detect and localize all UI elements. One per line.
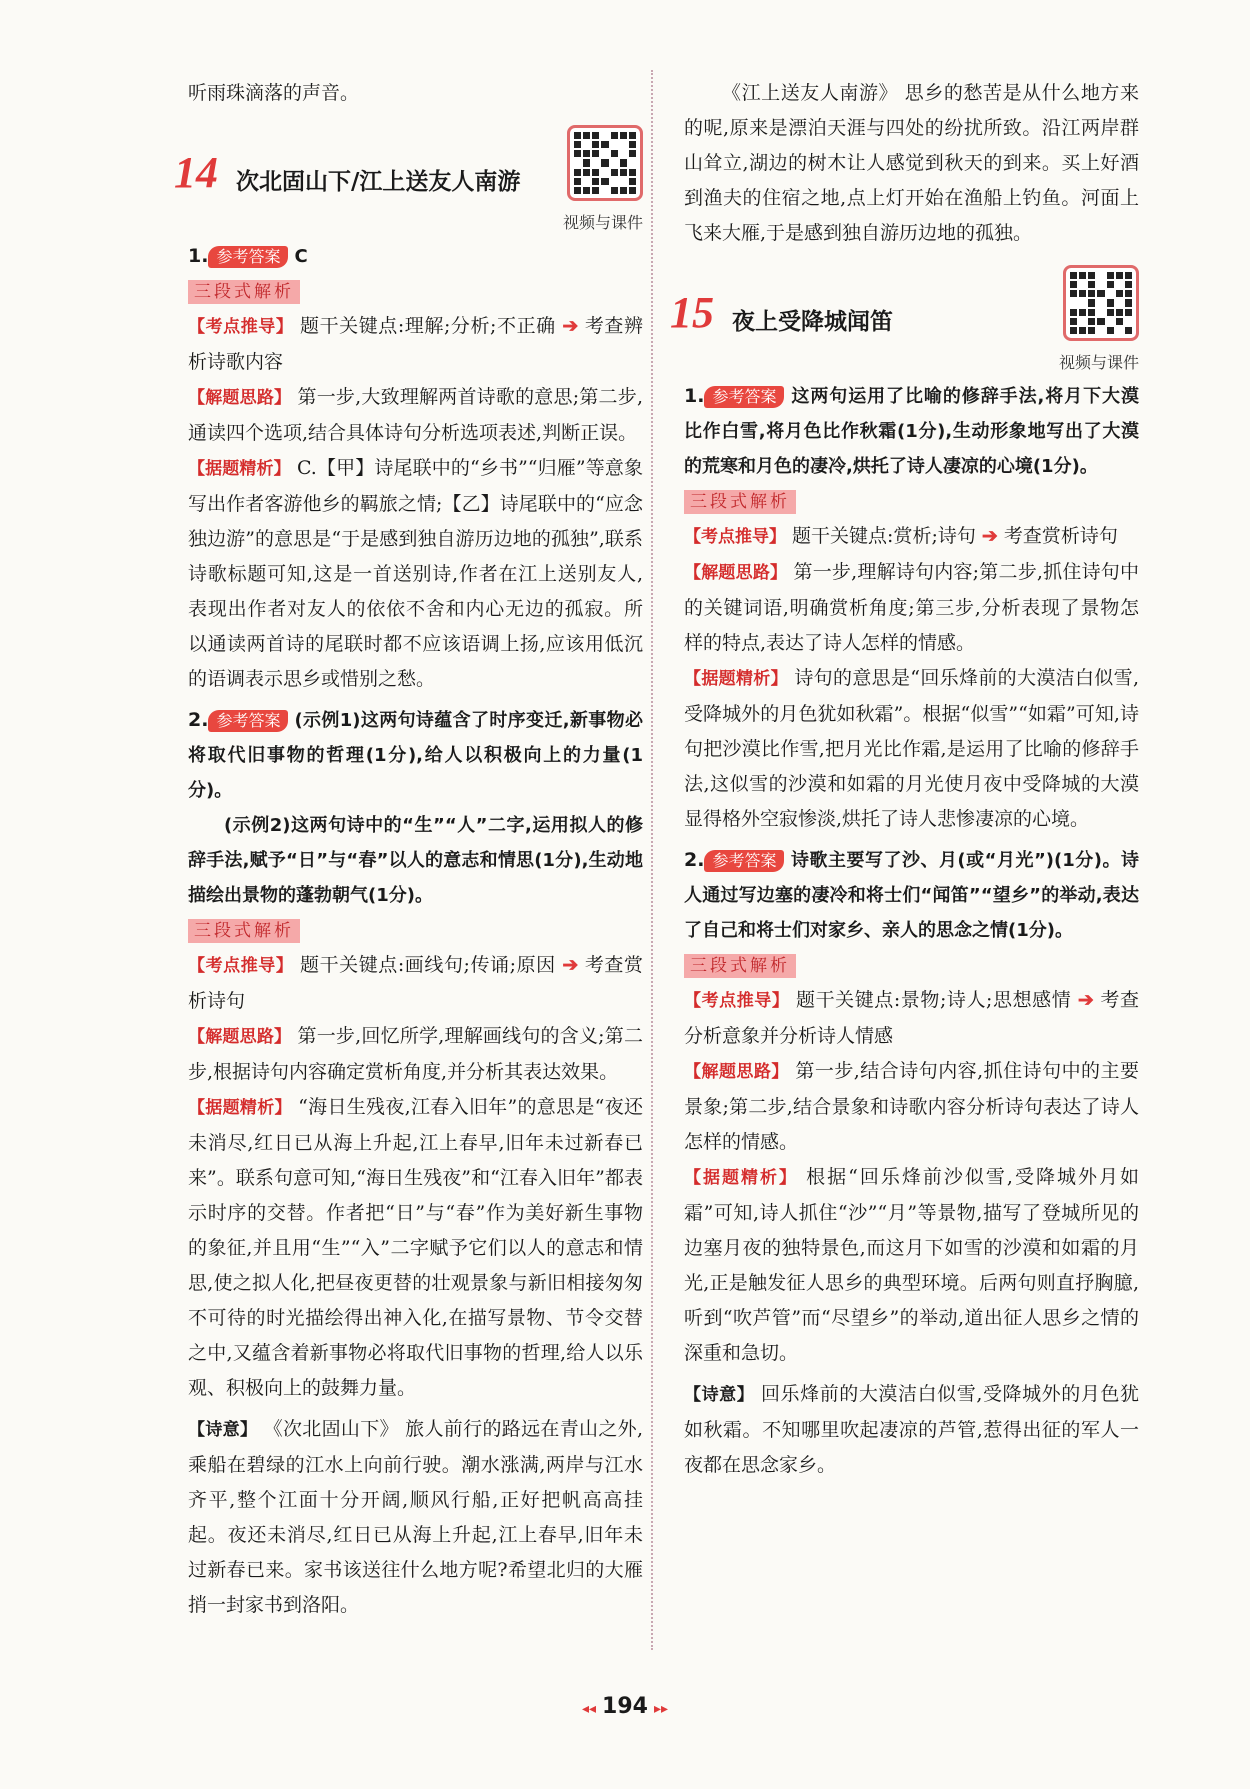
right-column [670, 76, 1140, 1483]
kaodian-label: 【考点推导】 [684, 991, 790, 1011]
question-1 [684, 379, 1139, 837]
jingxi-text: C.【甲】诗尾联中的“乡书”“归雁”等意象写出作者客游他乡的羁旅之情;【乙】诗尾联中的“应念独边游”的意思是“于是感到独自游历边地的孤独”,联系诗歌标题可知,这是一首送别诗,作者在江上送别友人,表现出作者对友人的依依不舍和内心无边的孤寂。所以通读两首诗的尾联时都不应该语调上扬,应该用低沉的语调表示思乡或惜别之愁。 [188, 457, 643, 690]
analysis-tag: 三段式解析 [684, 490, 796, 514]
jingxi-label: 【据题精析】 [188, 1098, 292, 1118]
silu-label: 【解题思路】 [188, 1027, 292, 1047]
kaodian-tail: 考查赏析诗句 [1003, 525, 1118, 547]
kaodian-text: 题干关键点:理解;分析;不正确 [300, 315, 556, 337]
answer-tag: 参考答案 [208, 246, 288, 268]
silu-label: 【解题思路】 [684, 1062, 789, 1082]
kaodian-text: 题干关键点:景物;诗人;思想感情 [796, 989, 1072, 1011]
kaodian-text: 题干关键点:赏析;诗句 [792, 525, 976, 547]
jingxi-text: 诗句的意思是“回乐烽前的大漠洁白似雪,受降城外的月色犹如秋霜”。根据“似雪”“如霜”可知,诗句把沙漠比作雪,把月光比作霜,是运用了比喻的修辞手法,这似雪的沙漠和如霜的月光使月夜中受降城的大漠显得格外空寂惨淡,烘托了诗人悲惨凄凉的心境。 [684, 667, 1139, 830]
answer-text: C [294, 246, 308, 267]
section-number: 15 [670, 288, 714, 337]
analysis-tag: 三段式解析 [188, 280, 300, 304]
section-title: 次北固山下/江上送友人南游 [236, 169, 521, 195]
kaodian-tail: 考查辨析诗歌内容 [188, 315, 643, 373]
section-header [670, 265, 1139, 373]
kaodian-label: 【考点推导】 [188, 956, 294, 976]
answer-tag: 参考答案 [208, 710, 288, 732]
question-1 [188, 239, 643, 697]
question-2 [684, 843, 1139, 1371]
right-chevron-icon: ▸▸ [653, 1701, 669, 1717]
kaodian-label: 【考点推导】 [188, 317, 294, 337]
jingxi-text: “海日生残夜,江春入旧年”的意思是“夜还未消尽,红日已从海上升起,江上春早,旧年未过新春已来”。联系句意可知,“海日生残夜”和“江春入旧年”都表示时序的交替。作者把“日”与“春”作为美好新生事物的象征,并且用“生”“入”二字赋予它们以人的意志和情思,使之拟人化,把昼夜更替的壮观景象与新旧相接匆匆不可待的时光描绘得出神入化,在描写景物、节令交替之中,又蕴含着新事物必将取代旧事物的哲理,给人以乐观、积极向上的鼓舞力量。 [188, 1096, 643, 1399]
answer-text-2: (示例2)这两句诗中的“生”“人”二字,运用拟人的修辞手法,赋予“日”与“春”以人的意志和情思(1分),生动地描绘出景物的蓬勃朝气(1分)。 [188, 815, 643, 906]
kaodian-text: 题干关键点:画线句;传诵;原因 [300, 954, 556, 976]
page-number [0, 1694, 1250, 1719]
silu-label: 【解题思路】 [188, 388, 292, 408]
left-chevron-icon: ◂◂ [581, 1701, 597, 1717]
section-number: 14 [174, 148, 218, 197]
section-header [174, 125, 643, 233]
question-number: 1. [188, 245, 209, 267]
silu-label: 【解题思路】 [684, 563, 788, 583]
qr-code-icon[interactable] [1063, 265, 1139, 341]
shiyi-label: 【诗意】 [684, 1385, 755, 1405]
section-title: 夜上受降城闻笛 [732, 309, 893, 335]
analysis-tag: 三段式解析 [188, 919, 300, 943]
column-divider [651, 70, 653, 1650]
answer-text-1: (示例1)这两句诗蕴含了时序变迁,新事物必将取代旧事物的哲理(1分),给人以积极向上的力量(1分)。 [188, 710, 643, 801]
question-number: 1. [684, 385, 705, 407]
kaodian-tail: 考查分析意象并分析诗人情感 [684, 989, 1139, 1047]
jingxi-text: 根据“回乐烽前沙似雪,受降城外月如霜”可知,诗人抓住“沙”“月”等景物,描写了登城所见的边塞月夜的独特景色,而这月下如雪的沙漠和如霜的月光,正是触发征人思乡的典型环境。后两句则直抒胸臆,听到“吹芦管”而“尽望乡”的举动,道出征人思乡之情的深重和急切。 [684, 1166, 1140, 1364]
kaodian-label: 【考点推导】 [684, 527, 786, 547]
shiyi-text: 《次北固山下》 旅人前行的路远在青山之外,乘船在碧绿的江水上向前行驶。潮水涨满,两岸与江水齐平,整个江面十分开阔,顺风行船,正好把帆高高挂起。夜还未消尽,红日已从海上升起,江上春早,旧年未过新春已来。家书该送往什么地方呢?希望北归的大雁捎一封家书到洛阳。 [188, 1418, 643, 1616]
answer-tag: 参考答案 [704, 386, 784, 408]
intro-text: 听雨珠滴落的声音。 [188, 82, 360, 104]
jingxi-label: 【据题精析】 [684, 669, 788, 689]
arrow-icon: ➔ [1077, 989, 1094, 1011]
question-2 [188, 703, 643, 1406]
analysis-tag: 三段式解析 [684, 954, 796, 978]
arrow-icon: ➔ [562, 954, 579, 976]
question-number: 2. [684, 849, 705, 871]
jingxi-label: 【据题精析】 [188, 459, 291, 479]
intro-text: 《江上送友人南游》 思乡的愁苦是从什么地方来的呢,原来是漂泊天涯与四处的纷扰所致。沿江两岸群山耸立,湖边的树木让人感觉到秋天的到来。买上好酒到渔夫的住宿之地,点上灯开始在渔船上钓鱼。河面上飞来大雁,于是感到独自游历边地的孤独。 [684, 82, 1139, 244]
silu-text: 第一步,结合诗句内容,抓住诗句中的主要景象;第二步,结合景象和诗歌内容分析诗句表达了诗人怎样的情感。 [684, 1060, 1139, 1153]
silu-text: 第一步,理解诗句内容;第二步,抓住诗句中的关键词语,明确赏析角度;第三步,分析表现了景物怎样的特点,表达了诗人怎样的情感。 [684, 561, 1139, 654]
jingxi-label: 【据题精析】 [684, 1168, 799, 1188]
answer-text: 诗歌主要写了沙、月(或“月光”)(1分)。诗人通过写边塞的凄冷和将士们“闻笛”“望乡”的举动,表达了自己和将士们对家乡、亲人的思念之情(1分)。 [684, 850, 1139, 941]
question-number: 2. [188, 709, 209, 731]
shiyi-label: 【诗意】 [188, 1420, 258, 1440]
silu-text: 第一步,大致理解两首诗歌的意思;第二步,通读四个选项,结合具体诗句分析选项表述,判断正误。 [188, 386, 643, 444]
qr-label[interactable]: 视频与课件 [1058, 353, 1139, 372]
page-number-text: 194 [602, 1694, 648, 1719]
answer-tag: 参考答案 [704, 850, 784, 872]
silu-text: 第一步,回忆所学,理解画线句的含义;第二步,根据诗句内容确定赏析角度,并分析其表达效果。 [188, 1025, 643, 1083]
qr-label[interactable]: 视频与课件 [562, 213, 643, 232]
arrow-icon: ➔ [981, 525, 998, 547]
kaodian-tail: 考查赏析诗句 [188, 954, 643, 1012]
left-column [174, 76, 643, 1623]
answer-text: 这两句运用了比喻的修辞手法,将月下大漠比作白雪,将月色比作秋霜(1分),生动形象地写出了大漠的荒寒和月色的凄冷,烘托了诗人凄凉的心境(1分)。 [684, 386, 1139, 477]
arrow-icon: ➔ [562, 315, 579, 337]
shiyi-text: 回乐烽前的大漠洁白似雪,受降城外的月色犹如秋霜。不知哪里吹起凄凉的芦管,惹得出征的军人一夜都在思念家乡。 [684, 1383, 1140, 1476]
qr-code-icon[interactable] [567, 125, 643, 201]
